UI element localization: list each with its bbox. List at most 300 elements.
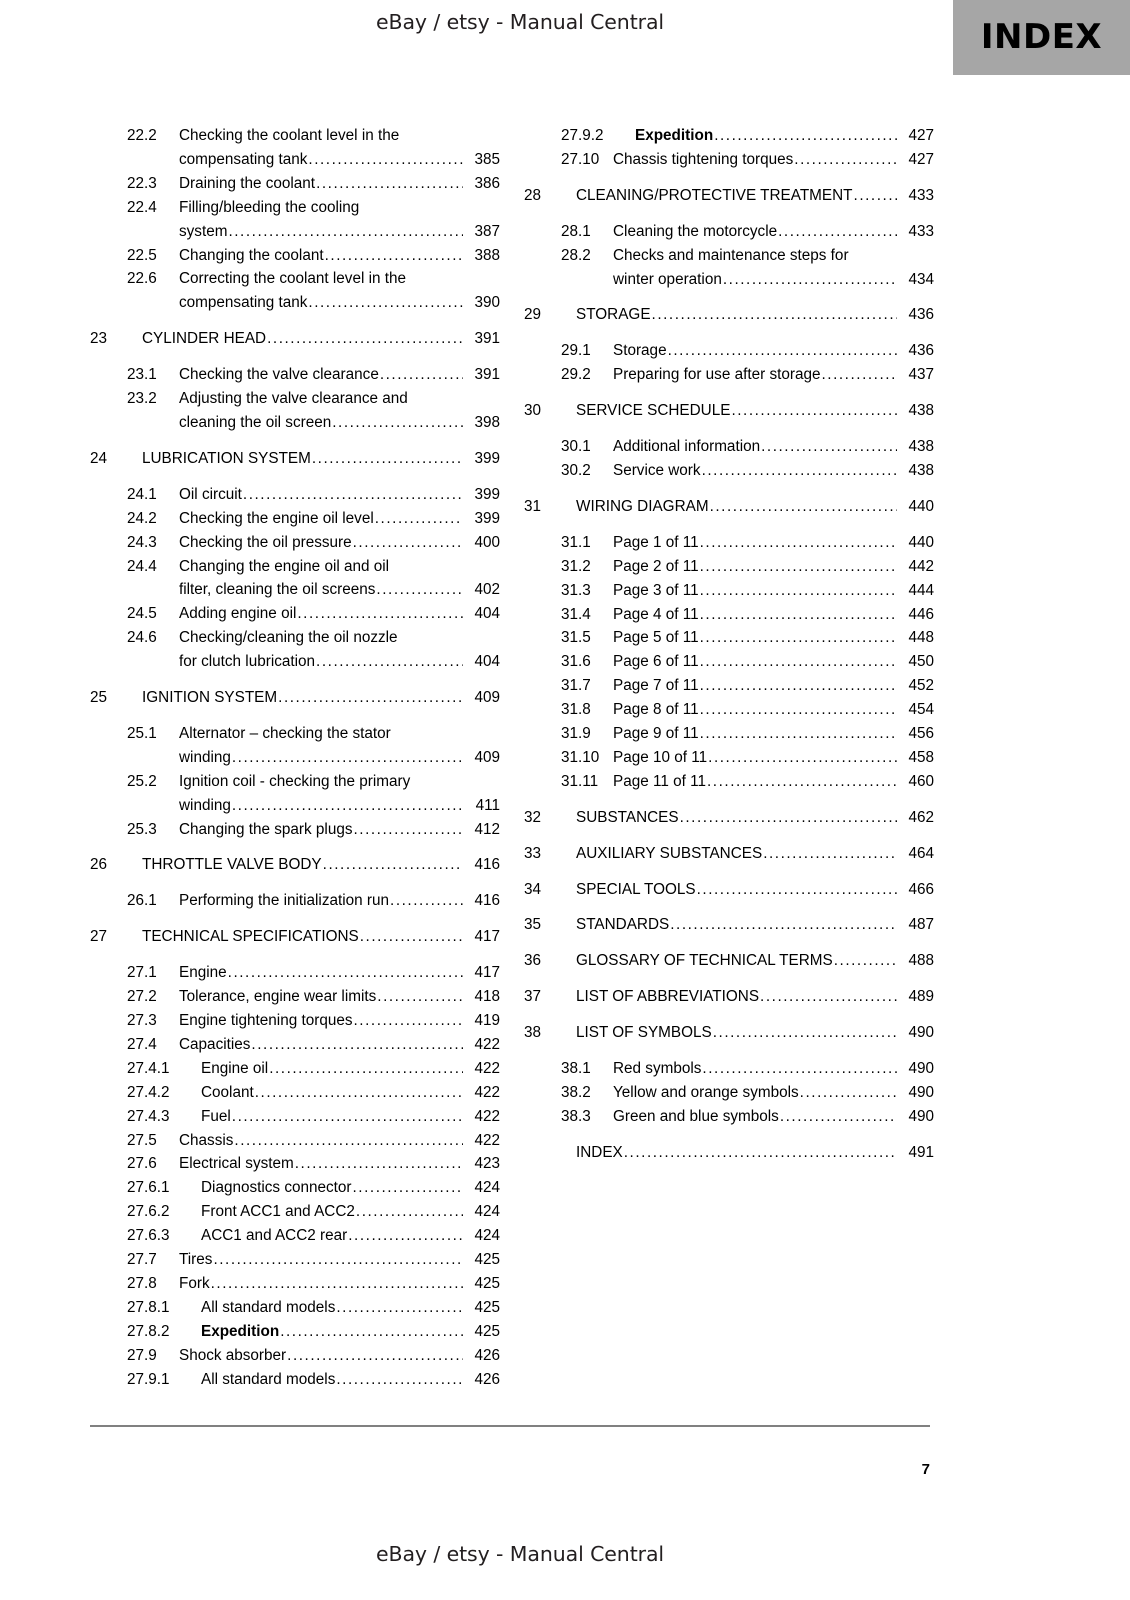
toc-section-entry[interactable]: [524, 698, 934, 722]
toc-entry-line: [613, 579, 934, 603]
toc-leader-dots: [232, 794, 463, 818]
toc-leader-dots: [325, 244, 463, 268]
toc-section-entry[interactable]: [90, 172, 500, 196]
toc-section-entry[interactable]: [90, 1320, 500, 1344]
toc-section-entry[interactable]: [90, 507, 500, 531]
toc-entry-line: [179, 746, 500, 770]
toc-entry-number: 28: [524, 186, 542, 204]
toc-entry-line: [201, 1057, 500, 1081]
toc-entry-title-block: [576, 1141, 934, 1165]
toc-entry-title-block: [613, 626, 934, 650]
toc-entry-title: Changing the coolant: [179, 246, 324, 264]
toc-entry-title: for clutch lubrication: [179, 653, 316, 671]
toc-entry-title-block: [179, 531, 500, 555]
toc-section-entry[interactable]: [524, 555, 934, 579]
toc-section-entry[interactable]: [524, 746, 934, 770]
toc-entry-page-number: 422: [474, 1131, 500, 1149]
toc-leader-dots: [308, 291, 463, 315]
toc-entry-title-block: [179, 1248, 500, 1272]
toc-section-entry[interactable]: [524, 1105, 934, 1129]
toc-section-entry[interactable]: [524, 363, 934, 387]
toc-entry-title: compensating tank: [179, 150, 308, 168]
toc-chapter-entry[interactable]: [524, 878, 934, 902]
toc-entry-number: 24.2: [127, 509, 157, 527]
toc-section-entry[interactable]: [524, 435, 934, 459]
toc-section-entry[interactable]: [90, 1057, 500, 1081]
toc-leader-dots: [269, 1057, 463, 1081]
toc-entry-line: [179, 507, 500, 531]
toc-entry-number: 31.9: [561, 725, 591, 743]
toc-entry-line: [201, 1224, 500, 1248]
toc-section-entry[interactable]: [90, 363, 500, 387]
toc-entry-page-number: 425: [474, 1274, 500, 1292]
toc-entry-title: Ignition coil - checking the primary: [179, 772, 411, 790]
toc-section-entry[interactable]: [90, 483, 500, 507]
toc-section-entry[interactable]: [90, 961, 500, 985]
toc-entry-title: Page 6 of 11: [613, 653, 699, 671]
toc-leader-dots: [700, 722, 897, 746]
toc-entry-page-number: 488: [908, 952, 934, 970]
toc-leader-dots: [700, 626, 897, 650]
toc-leader-dots: [723, 268, 897, 292]
toc-leader-dots: [700, 579, 897, 603]
toc-entry-number: 28.1: [561, 222, 591, 240]
toc-entry-title: Expedition: [201, 1322, 280, 1340]
toc-entry-page-number: 418: [474, 988, 500, 1006]
toc-entry-title: SPECIAL TOOLS: [576, 880, 696, 898]
toc-section-entry[interactable]: [90, 555, 500, 603]
toc-entry-page-number: 426: [474, 1346, 500, 1364]
toc-section-entry[interactable]: [90, 1344, 500, 1368]
toc-leader-dots: [700, 674, 897, 698]
toc-entry-page-number: 423: [474, 1155, 500, 1173]
toc-entry-title: Shock absorber: [179, 1346, 287, 1364]
toc-section-entry[interactable]: [524, 1057, 934, 1081]
toc-entry-title: LIST OF SYMBOLS: [576, 1024, 712, 1042]
toc-section-entry[interactable]: [524, 626, 934, 650]
toc-leader-dots: [761, 435, 897, 459]
toc-chapter-entry[interactable]: [524, 842, 934, 866]
toc-section-entry[interactable]: [90, 1296, 500, 1320]
toc-section-entry[interactable]: [90, 531, 500, 555]
toc-entry-line: [179, 387, 500, 411]
toc-entry-number: 31.6: [561, 653, 591, 671]
toc-section-entry[interactable]: [90, 985, 500, 1009]
toc-leader-dots: [778, 220, 897, 244]
toc-section-entry[interactable]: [90, 1081, 500, 1105]
toc-section-entry[interactable]: [90, 1224, 500, 1248]
toc-entry-title: Tolerance, engine wear limits: [179, 988, 377, 1006]
toc-section-entry[interactable]: [90, 1272, 500, 1296]
toc-section-entry[interactable]: [90, 1200, 500, 1224]
toc-leader-dots: [390, 889, 463, 913]
toc-entry-number: 23: [90, 330, 108, 348]
toc-entry-line: [179, 1344, 500, 1368]
toc-leader-dots: [234, 1129, 463, 1153]
toc-entry-line: [613, 555, 934, 579]
toc-chapter-entry[interactable]: [90, 327, 500, 351]
toc-section-entry[interactable]: [524, 770, 934, 794]
toc-chapter-entry[interactable]: [90, 853, 500, 877]
toc-entry-line: [201, 1105, 500, 1129]
toc-entry-line: [142, 447, 500, 471]
toc-entry-title: Page 1 of 11: [613, 533, 699, 551]
toc-leader-dots: [376, 578, 463, 602]
toc-section-entry[interactable]: [90, 626, 500, 674]
toc-entry-line: [179, 172, 500, 196]
toc-entry-title-block: [142, 327, 500, 351]
toc-section-entry[interactable]: [90, 1009, 500, 1033]
toc-entry-title: Page 2 of 11: [613, 557, 699, 575]
toc-entry-title: Checks and maintenance steps for: [613, 246, 849, 264]
toc-section-entry[interactable]: [524, 722, 934, 746]
toc-entry-number: 25.1: [127, 724, 157, 742]
toc-leader-dots: [702, 1057, 897, 1081]
toc-entry-title: Correcting the coolant level in the: [179, 270, 407, 288]
toc-entry-number: 26.1: [127, 892, 157, 910]
toc-entry-title-block: [576, 842, 934, 866]
index-tab: [953, 0, 1130, 75]
toc-entry-line: [179, 818, 500, 842]
toc-entry-page-number: 466: [908, 880, 934, 898]
toc-entry-title-block: [179, 770, 500, 818]
toc-entry-number: 27.8.2: [127, 1322, 170, 1340]
toc-section-entry[interactable]: [90, 1248, 500, 1272]
toc-section-entry[interactable]: [90, 1129, 500, 1153]
toc-section-entry[interactable]: [90, 1152, 500, 1176]
toc-entry-page-number: 490: [908, 1060, 934, 1078]
toc-leader-dots: [287, 1344, 463, 1368]
toc-entry-title-block: [613, 148, 934, 172]
toc-entry-line: [613, 268, 934, 292]
toc-entry-title-block: [142, 853, 500, 877]
toc-entry-line: [613, 1057, 934, 1081]
toc-entry-number: 27: [90, 928, 108, 946]
toc-entry-page-number: 438: [908, 461, 934, 479]
toc-section-entry[interactable]: [524, 459, 934, 483]
toc-entry-title: Storage: [613, 342, 667, 360]
toc-entry-title-block: [179, 1272, 500, 1296]
toc-section-entry[interactable]: [524, 124, 934, 148]
toc-leader-dots: [228, 961, 463, 985]
toc-entry-title: Page 7 of 11: [613, 677, 699, 695]
toc-entry-title: Checking the oil pressure: [179, 533, 352, 551]
toc-section-entry[interactable]: [90, 770, 500, 818]
toc-section-entry[interactable]: [90, 1176, 500, 1200]
toc-chapter-entry[interactable]: [524, 303, 934, 327]
toc-entry-title: All standard models: [201, 1298, 336, 1316]
toc-entry-title: THROTTLE VALVE BODY: [142, 856, 322, 874]
toc-section-entry[interactable]: [524, 1081, 934, 1105]
toc-entry-line: [179, 1248, 500, 1272]
toc-entry-title-block: [613, 435, 934, 459]
toc-entry-line: [179, 794, 500, 818]
toc-leader-dots: [710, 495, 897, 519]
toc-entry-title: Draining the coolant: [179, 174, 316, 192]
toc-entry-line: [179, 220, 500, 244]
toc-entry-number: 31.11: [561, 772, 599, 790]
toc-section-entry[interactable]: [90, 889, 500, 913]
toc-chapter-entry[interactable]: [90, 686, 500, 710]
toc-entry-title-block: [179, 602, 500, 626]
toc-entry-title-block: [179, 1200, 500, 1224]
toc-leader-dots: [353, 818, 463, 842]
toc-chapter-entry[interactable]: [524, 495, 934, 519]
toc-entry-title: Engine: [179, 964, 227, 982]
toc-entry-title-block: [179, 507, 500, 531]
toc-entry-page-number: 422: [474, 1083, 500, 1101]
toc-entry-title: Checking/cleaning the oil nozzle: [179, 629, 398, 647]
toc-entry-number: 22.2: [127, 127, 157, 144]
toc-chapter-entry[interactable]: [524, 399, 934, 423]
toc-entry-number: 38.2: [561, 1084, 591, 1101]
toc-entry-title-block: [613, 363, 934, 387]
toc-entry-line: [179, 650, 500, 674]
toc-entry-title-block: [576, 913, 934, 937]
toc-entry-page-number: 386: [474, 174, 500, 192]
toc-leader-dots: [377, 985, 463, 1009]
toc-entry-title-block: [142, 925, 500, 949]
toc-entry-page-number: 438: [908, 402, 934, 420]
toc-entry-line: [179, 244, 500, 268]
toc-entry-number: 27.9.2: [561, 127, 604, 144]
toc-entry-title-block: [613, 698, 934, 722]
toc-leader-dots: [700, 603, 897, 627]
toc-entry-title-block: [613, 1081, 934, 1105]
toc-entry-number: 25: [90, 689, 108, 707]
toc-entry-title-block: [576, 303, 934, 327]
toc-section-entry[interactable]: [90, 267, 500, 315]
toc-entry-line: [576, 949, 934, 973]
toc-leader-dots: [354, 1009, 464, 1033]
toc-leader-dots: [763, 842, 897, 866]
toc-entry-line: [142, 853, 500, 877]
toc-entry-line: [576, 1141, 934, 1165]
toc-entry-title: Engine tightening torques: [179, 1012, 353, 1029]
toc-entry-title: Checking the valve clearance: [179, 366, 379, 384]
toc-leader-dots: [360, 925, 463, 949]
toc-chapter-entry[interactable]: [524, 913, 934, 937]
toc-section-entry[interactable]: [524, 220, 934, 244]
toc-entry-page-number: 409: [474, 748, 500, 766]
toc-entry-page-number: 425: [474, 1322, 500, 1340]
toc-leader-dots: [794, 148, 897, 172]
toc-entry-line: [576, 878, 934, 902]
toc-entry-number: 35: [524, 916, 542, 934]
toc-entry-line: [613, 674, 934, 698]
toc-entry-line: [613, 339, 934, 363]
toc-entry-line: [613, 459, 934, 483]
toc-entry-line: [613, 435, 934, 459]
toc-section-entry[interactable]: [90, 1105, 500, 1129]
toc-entry-title: Yellow and orange symbols: [613, 1084, 799, 1101]
toc-entry-page-number: 411: [475, 796, 500, 814]
toc-entry-title: Page 3 of 11: [613, 581, 699, 599]
toc-entry-number: 22.4: [127, 198, 157, 216]
toc-entry-line: [201, 1320, 500, 1344]
toc-entry-title: TECHNICAL SPECIFICATIONS: [142, 928, 359, 946]
toc-entry-line: [613, 148, 934, 172]
toc-entry-title-block: [613, 674, 934, 698]
toc-entry-title: Oil circuit: [179, 485, 242, 503]
toc-entry-page-number: 424: [474, 1203, 500, 1221]
toc-chapter-entry[interactable]: [90, 925, 500, 949]
toc-entry-number: 27.9: [127, 1346, 157, 1364]
toc-leader-dots: [251, 1033, 463, 1057]
toc-entry-title-block: [179, 555, 500, 603]
toc-chapter-entry[interactable]: [524, 1141, 934, 1165]
toc-entry-page-number: 404: [474, 653, 500, 671]
toc-section-entry[interactable]: [90, 244, 500, 268]
toc-entry-number: 24.4: [127, 557, 157, 575]
toc-entry-page-number: 391: [474, 366, 500, 384]
toc-entry-page-number: 416: [474, 892, 500, 910]
toc-entry-title-block: [179, 387, 500, 435]
toc-entry-title: Changing the engine oil and oil: [179, 557, 390, 575]
toc-entry-title: Page 11 of 11: [613, 772, 706, 790]
toc-leader-dots: [280, 1320, 463, 1344]
toc-entry-title-block: [613, 722, 934, 746]
toc-section-entry[interactable]: [90, 722, 500, 770]
footer-divider: [90, 1425, 930, 1427]
toc-section-entry[interactable]: [524, 579, 934, 603]
toc-entry-page-number: 438: [908, 438, 934, 456]
toc-entry-number: 27.10: [561, 150, 600, 168]
toc-entry-title: Page 5 of 11: [613, 629, 699, 647]
toc-entry-page-number: 417: [474, 928, 500, 946]
toc-entry-number: 36: [524, 952, 542, 970]
toc-entry-title: Red symbols: [613, 1060, 702, 1078]
toc-leader-dots: [267, 327, 463, 351]
toc-entry-page-number: 399: [474, 449, 500, 467]
toc-section-entry[interactable]: [524, 244, 934, 292]
footer-page-number: 7: [921, 1461, 930, 1478]
toc-entry-page-number: 424: [474, 1227, 500, 1245]
toc-leader-dots: [668, 339, 897, 363]
toc-section-entry[interactable]: [90, 818, 500, 842]
toc-entry-title-block: [613, 220, 934, 244]
toc-section-entry[interactable]: [524, 650, 934, 674]
toc-entry-page-number: 464: [908, 844, 934, 862]
toc-entry-title: Engine oil: [201, 1059, 269, 1077]
toc-entry-page-number: 454: [908, 701, 934, 719]
toc-entry-title: Adjusting the valve clearance and: [179, 390, 408, 408]
toc-entry-line: [576, 985, 934, 1009]
toc-leader-dots: [800, 1081, 897, 1105]
toc-entry-title-block: [179, 1057, 500, 1081]
toc-entry-number: 31.7: [561, 677, 591, 695]
toc-chapter-entry[interactable]: [524, 985, 934, 1009]
toc-entry-title-block: [613, 124, 934, 148]
toc-entry-line: [179, 626, 500, 650]
toc-entry-number: 27.8: [127, 1274, 157, 1292]
toc-entry-page-number: 491: [908, 1143, 934, 1161]
toc-entry-line: [576, 913, 934, 937]
toc-leader-dots: [278, 686, 463, 710]
toc-entry-number: 23.2: [127, 390, 157, 408]
toc-entry-title-block: [142, 686, 500, 710]
toc-entry-page-number: 442: [908, 557, 934, 575]
toc-section-entry[interactable]: [524, 339, 934, 363]
toc-section-entry[interactable]: [90, 1033, 500, 1057]
toc-entry-title-block: [613, 1105, 934, 1129]
toc-section-entry[interactable]: [524, 531, 934, 555]
toc-entry-line: [613, 1105, 934, 1129]
toc-entry-page-number: 400: [474, 533, 500, 551]
toc-entry-page-number: 462: [908, 808, 934, 826]
toc-leader-dots: [353, 531, 463, 555]
toc-entry-title: system: [179, 222, 228, 240]
toc-entry-number: 27.5: [127, 1131, 157, 1149]
toc-entry-page-number: 440: [908, 533, 934, 551]
toc-entry-number: 25.2: [127, 772, 157, 790]
toc-entry-title: Page 9 of 11: [613, 725, 699, 743]
toc-section-entry[interactable]: [90, 1368, 500, 1392]
toc-entry-page-number: 444: [908, 581, 934, 599]
toc-section-entry[interactable]: [90, 602, 500, 626]
toc-leader-dots: [211, 1272, 463, 1296]
toc-section-entry[interactable]: [90, 387, 500, 435]
toc-entry-number: 24: [90, 449, 108, 467]
toc-entry-title: Page 10 of 11: [613, 748, 708, 766]
toc-leader-dots: [213, 1248, 463, 1272]
toc-entry-number: 27.4.1: [127, 1059, 170, 1077]
toc-entry-number: 27.8.1: [127, 1298, 170, 1316]
toc-entry-title: Changing the spark plugs: [179, 820, 353, 838]
toc-entry-title: winding: [179, 748, 231, 766]
toc-section-entry[interactable]: [90, 124, 500, 172]
toc-section-entry[interactable]: [524, 674, 934, 698]
toc-chapter-entry[interactable]: [524, 949, 934, 973]
toc-section-entry[interactable]: [524, 148, 934, 172]
toc-entry-line: [179, 602, 500, 626]
toc-entry-title: Checking the coolant level in the: [179, 127, 400, 144]
toc-entry-title-block: [576, 985, 934, 1009]
toc-entry-page-number: 427: [908, 150, 934, 168]
toc-entry-title-block: [179, 1081, 500, 1105]
toc-entry-line: [635, 124, 934, 148]
toc-chapter-entry[interactable]: [90, 447, 500, 471]
toc-entry-line: [179, 267, 500, 291]
toc-chapter-entry[interactable]: [524, 184, 934, 208]
toc-entry-title: Front ACC1 and ACC2: [201, 1203, 355, 1221]
toc-entry-title: Electrical system: [179, 1155, 294, 1173]
toc-entry-title: compensating tank: [179, 294, 308, 312]
toc-entry-title: Preparing for use after storage: [613, 366, 821, 384]
toc-section-entry[interactable]: [90, 196, 500, 244]
toc-entry-title: Expedition: [635, 127, 714, 144]
toc-entry-line: [179, 555, 500, 579]
toc-entry-line: [576, 184, 934, 208]
toc-entry-title-block: [179, 1368, 500, 1392]
toc-entry-title: Page 8 of 11: [613, 701, 699, 719]
toc-entry-title: STORAGE: [576, 306, 651, 324]
toc-entry-line: [576, 1021, 934, 1045]
toc-chapter-entry[interactable]: [524, 806, 934, 830]
toc-leader-dots: [760, 985, 897, 1009]
toc-entry-title: AUXILIARY SUBSTANCES: [576, 844, 763, 862]
toc-entry-line: [179, 722, 500, 746]
toc-leader-dots: [854, 184, 897, 208]
toc-entry-line: [179, 578, 500, 602]
toc-entry-title-block: [613, 555, 934, 579]
toc-entry-title: Additional information: [613, 438, 761, 456]
toc-section-entry[interactable]: [524, 603, 934, 627]
toc-entry-number: 29.1: [561, 342, 591, 360]
toc-entry-number: 30.1: [561, 438, 591, 456]
toc-chapter-entry[interactable]: [524, 1021, 934, 1045]
toc-entry-page-number: 416: [474, 856, 500, 874]
